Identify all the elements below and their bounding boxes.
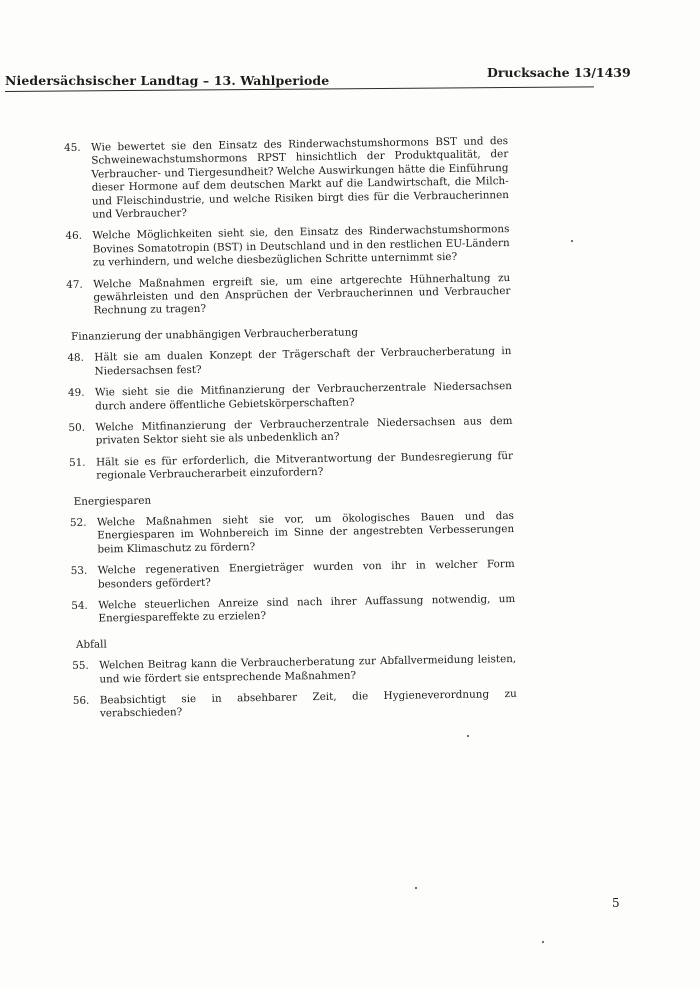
question-text: Welche regenerativen Energieträger wurden von ihr in welcher Form besonders gefördert?: [97, 558, 515, 591]
question-list: [64, 135, 517, 730]
scan-speck: [571, 240, 573, 242]
question-text: Welche Möglichkeiten sieht sie, den Einsatz des Rinderwachstumshormons Bovines Somatotropin (BST) in Deutschland und in den restlichen EU-Ländern zu verhindern, und welche diesbezüglichen Schritte unternimmt sie?: [92, 223, 510, 269]
question-number: 47.: [66, 278, 83, 291]
question-number: 51.: [68, 456, 86, 469]
question-item: [69, 450, 513, 484]
question-text: Beabsichtigt sie in absehbarer Zeit, die Hygieneverordnung zu verabschieden?: [99, 687, 517, 720]
question-number: 55.: [72, 659, 89, 673]
question-text: Hält sie es für erforderlich, die Mitverantwortung der Bundesregierung für regionale Verbraucherarbeit einzufordern?: [95, 449, 514, 482]
question-text: Hält sie am dualen Konzept der Trägerschaft der Verbraucherberatung in Niedersachsen fest?: [94, 345, 512, 378]
question-text: Welchen Beitrag kann die Verbraucherberatung zur Abfallvermeidung leisten, und wie fördert sie entsprechende Maßnahmen?: [99, 653, 517, 686]
question-text: Wie bewertet sie den Einsatz des Rinderwachstumshormons BST und des Schweinewachstumshormons RPST hinsichtlich der Produktqualität, der Verbraucher- und Tiergesundheit? Welche Auswirkungen hätte die Einführung dieser Hormone auf dem deutschen Markt auf die Landwirtschaft, die Milch- und Fleischindustrie, und welche Risiken birgt dies für die Verbraucherinnen und Verbraucher?: [90, 135, 509, 221]
question-item: [71, 558, 515, 592]
section-heading: Energiesparen: [73, 494, 152, 508]
question-number: 53.: [70, 564, 88, 578]
section-heading: Abfall: [75, 638, 107, 651]
question-item: [71, 593, 515, 627]
header-title: Niedersächsischer Landtag – 13. Wahlperiode: [5, 73, 330, 88]
question-item: [68, 380, 512, 414]
question-item: [70, 510, 515, 557]
question-text: Welche Mitfinanzierung der Verbraucherzentrale Niedersachsen aus dem privaten Sektor sieht sie als unbedenklich an?: [95, 414, 513, 447]
document-number: Drucksache 13/1439: [487, 65, 631, 80]
question-item: [67, 345, 511, 379]
question-text: Welche Maßnahmen sieht sie vor, um ökologisches Bauen und das Energiesparen im Wohnbereich im Sinne der angestrebten Verbesserungen beim Klimaschutz zu fördern?: [96, 509, 515, 556]
question-text: Wie sieht sie die Mitfinanzierung der Verbraucherzentrale Niedersachsen durch andere öffentliche Gebietskörperschaften?: [94, 380, 512, 413]
question-number: 52.: [69, 516, 87, 529]
question-item: [72, 653, 516, 687]
scan-speck: [415, 887, 417, 889]
scan-speck: [542, 941, 544, 943]
question-item: [66, 272, 511, 319]
question-item: [73, 688, 517, 722]
question-text: Welche Maßnahmen ergreift sie, um eine artgerechte Hühnerhaltung zu gewährleisten und den Ansprüchen der Verbraucherinnen und Verbraucher Rechnung zu tragen?: [93, 271, 511, 318]
question-number: 49.: [67, 386, 85, 400]
section-heading: Finanzierung der unabhängigen Verbraucherberatung: [70, 326, 359, 343]
scan-speck: [467, 735, 469, 737]
question-number: 48.: [67, 351, 85, 365]
question-number: 50.: [68, 421, 86, 434]
question-number: 46.: [65, 230, 83, 243]
question-item: [68, 415, 512, 449]
question-number: 56.: [72, 694, 90, 707]
question-item: [64, 135, 509, 222]
question-number: 54.: [71, 599, 88, 612]
page-number: 5: [612, 896, 620, 910]
question-number: 45.: [64, 141, 81, 154]
question-text: Welche steuerlichen Anreize sind nach ihrer Auffassung notwendig, um Energiespareffekte zu erzielen?: [98, 592, 516, 625]
question-item: [65, 223, 510, 270]
